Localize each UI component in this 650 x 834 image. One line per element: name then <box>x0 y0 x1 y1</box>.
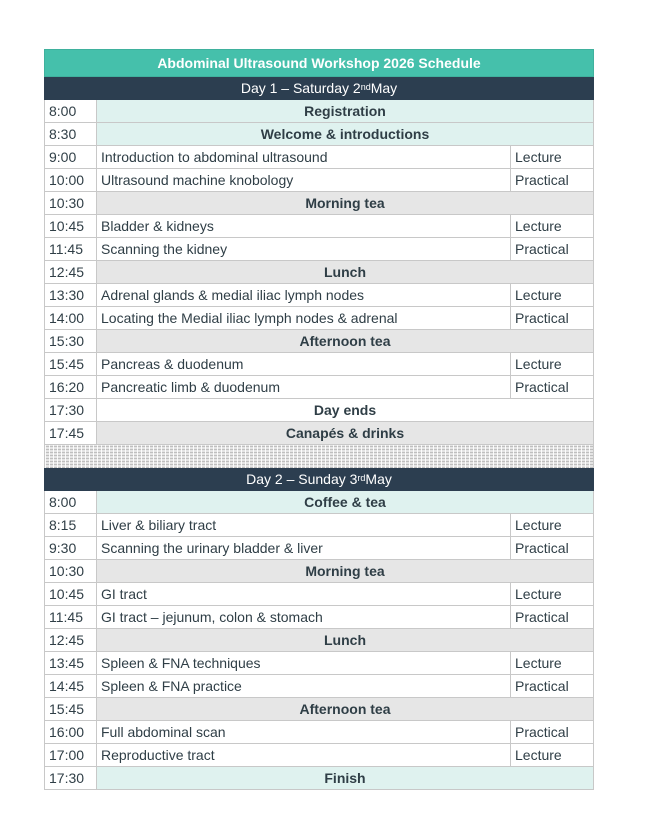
time-cell: 17:00 <box>45 744 97 766</box>
schedule-row <box>44 146 594 169</box>
schedule-row <box>44 537 594 560</box>
time-cell: 16:20 <box>45 376 97 398</box>
day-label: Day 1 – Saturday 2 <box>240 80 361 96</box>
time-cell: 12:45 <box>45 261 97 283</box>
session-break: Morning tea <box>97 560 593 582</box>
session-break: Registration <box>97 100 593 122</box>
schedule-row <box>44 652 594 675</box>
schedule-row <box>44 698 594 721</box>
time-cell: 11:45 <box>45 606 97 628</box>
time-cell: 16:00 <box>45 721 97 743</box>
session-break: Canapés & drinks <box>97 422 593 444</box>
time-cell: 8:00 <box>45 491 97 513</box>
topic-cell: Pancreatic limb & duodenum <box>97 376 511 398</box>
schedule-row <box>44 376 594 399</box>
time-cell: 14:00 <box>45 307 97 329</box>
schedule-row <box>44 238 594 261</box>
schedule-row <box>44 744 594 767</box>
schedule-row <box>44 100 594 123</box>
session-break: Day ends <box>97 399 593 421</box>
session-type: Lecture <box>515 149 562 165</box>
session-break: Afternoon tea <box>97 330 593 352</box>
topic-cell: Introduction to abdominal ultrasound <box>97 146 511 168</box>
session-type: Lecture <box>515 218 562 234</box>
session-type: Lecture <box>515 747 562 763</box>
time-cell: 9:00 <box>45 146 97 168</box>
session-break: Afternoon tea <box>97 698 593 720</box>
time-cell: 10:00 <box>45 169 97 191</box>
topic-cell: Liver & biliary tract <box>97 514 511 536</box>
session-type: Lecture <box>515 287 562 303</box>
time-cell: 15:30 <box>45 330 97 352</box>
day-label: Day 2 – Sunday 3 <box>246 471 358 487</box>
day-header: Day 2 – Sunday 3 $^{rd}$ May <box>44 468 594 491</box>
time-cell: 17:30 <box>45 767 97 789</box>
schedule-row <box>44 215 594 238</box>
topic-cell: GI tract <box>97 583 511 605</box>
session-break: Coffee & tea <box>97 491 593 513</box>
time-cell: 10:45 <box>45 583 97 605</box>
schedule-table <box>44 49 594 790</box>
schedule-row <box>44 514 594 537</box>
topic-cell: Full abdominal scan <box>97 721 511 743</box>
time-cell: 8:00 <box>45 100 97 122</box>
schedule-row <box>44 399 594 422</box>
session-type: Practical <box>515 724 569 740</box>
schedule-row <box>44 330 594 353</box>
topic-cell: Scanning the kidney <box>97 238 511 260</box>
session-break: Welcome & introductions <box>97 123 593 145</box>
day-label-month: May <box>365 471 392 487</box>
session-break: Lunch <box>97 629 593 651</box>
time-cell: 8:15 <box>45 514 97 536</box>
session-type: Practical <box>515 379 569 395</box>
session-type: Practical <box>515 609 569 625</box>
session-type: Lecture <box>515 655 562 671</box>
topic-cell: GI tract – jejunum, colon & stomach <box>97 606 511 628</box>
schedule-row <box>44 284 594 307</box>
time-cell: 14:45 <box>45 675 97 697</box>
topic-cell: Locating the Medial iliac lymph nodes & adrenal <box>97 307 511 329</box>
time-cell: 9:30 <box>45 537 97 559</box>
schedule-row <box>44 675 594 698</box>
topic-cell: Reproductive tract <box>97 744 511 766</box>
time-cell: 17:45 <box>45 422 97 444</box>
schedule-row <box>44 192 594 215</box>
topic-cell: Pancreas & duodenum <box>97 353 511 375</box>
session-break: Morning tea <box>97 192 593 214</box>
topic-cell: Scanning the urinary bladder & liver <box>97 537 511 559</box>
schedule-row <box>44 721 594 744</box>
schedule-row <box>44 606 594 629</box>
session-type: Practical <box>515 678 569 694</box>
session-break: Finish <box>97 767 593 789</box>
session-type: Lecture <box>515 356 562 372</box>
time-cell: 13:30 <box>45 284 97 306</box>
session-type: Lecture <box>515 586 562 602</box>
time-cell: 10:45 <box>45 215 97 237</box>
schedule-row <box>44 169 594 192</box>
session-type: Lecture <box>515 517 562 533</box>
topic-cell: Ultrasound machine knobology <box>97 169 511 191</box>
schedule-row <box>44 583 594 606</box>
topic-cell: Bladder & kidneys <box>97 215 511 237</box>
schedule-row <box>44 767 594 790</box>
session-type: Practical <box>515 172 569 188</box>
session-type: Practical <box>515 540 569 556</box>
time-cell: 10:30 <box>45 560 97 582</box>
session-type: Practical <box>515 310 569 326</box>
time-cell: 8:30 <box>45 123 97 145</box>
time-cell: 15:45 <box>45 353 97 375</box>
time-cell: 15:45 <box>45 698 97 720</box>
session-type: Practical <box>515 241 569 257</box>
schedule-row <box>44 491 594 514</box>
day-header: Day 1 – Saturday 2 $^{nd}$ May <box>44 77 594 100</box>
schedule-title: Abdominal Ultrasound Workshop 2026 Schedule <box>44 49 594 77</box>
schedule-row <box>44 422 594 445</box>
session-break: Lunch <box>97 261 593 283</box>
schedule-row <box>44 307 594 330</box>
topic-cell: Spleen & FNA techniques <box>97 652 511 674</box>
schedule-row <box>44 629 594 652</box>
schedule-row <box>44 261 594 284</box>
topic-cell: Spleen & FNA practice <box>97 675 511 697</box>
schedule-row <box>44 123 594 146</box>
time-cell: 10:30 <box>45 192 97 214</box>
time-cell: 12:45 <box>45 629 97 651</box>
schedule-row <box>44 560 594 583</box>
time-cell: 11:45 <box>45 238 97 260</box>
time-cell: 17:30 <box>45 399 97 421</box>
topic-cell: Adrenal glands & medial iliac lymph nodes <box>97 284 511 306</box>
time-cell: 13:45 <box>45 652 97 674</box>
schedule-row <box>44 353 594 376</box>
day-label-month: May <box>370 80 398 96</box>
day-separator <box>44 445 594 468</box>
